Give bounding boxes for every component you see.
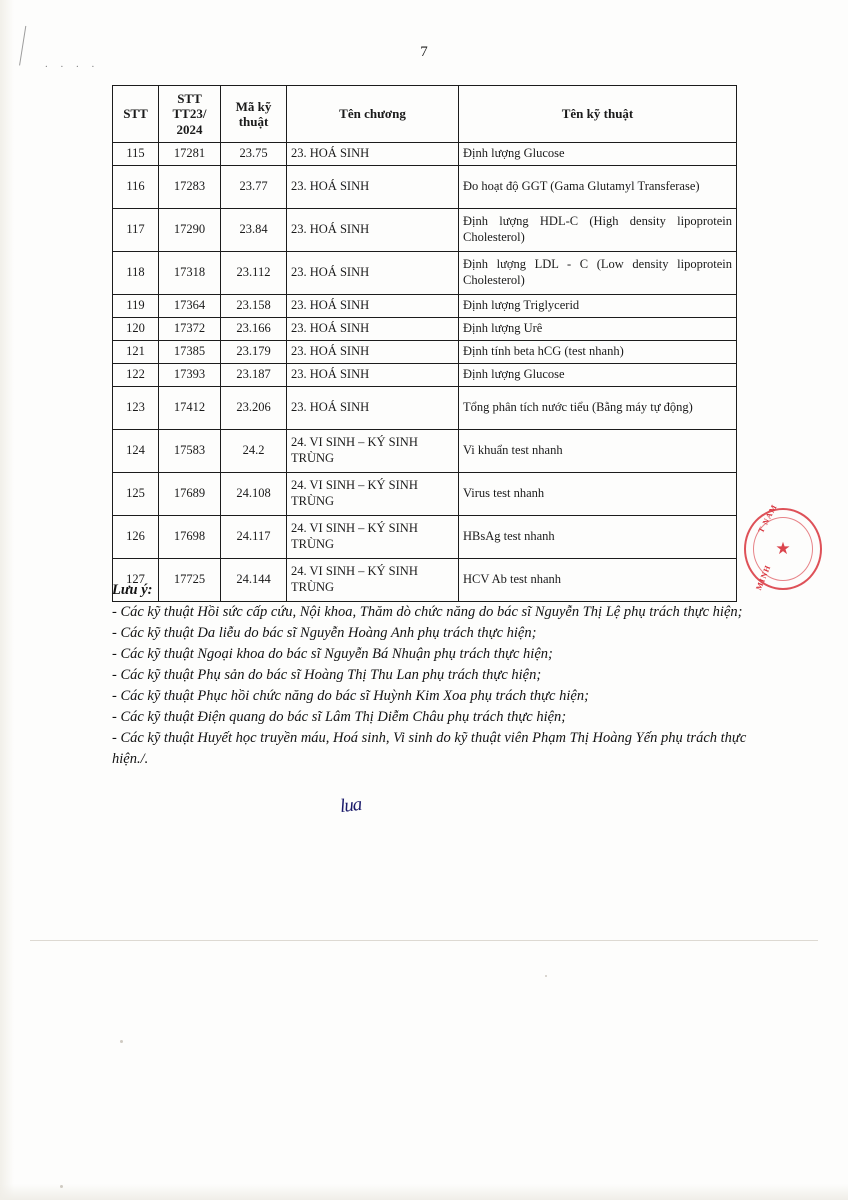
header-stt: STT <box>113 86 159 143</box>
cell-ten-ky-thuat: Định lượng HDL-C (High density lipoprotein Cholesterol) <box>459 208 737 251</box>
cell-ten-chuong: 23. HOÁ SINH <box>287 340 459 363</box>
cell-ma-ky-thuat: 24.144 <box>221 558 287 601</box>
header-stt-tt23-line2: TT23/ <box>172 106 207 122</box>
cell-ten-ky-thuat: Định lượng Triglycerid <box>459 294 737 317</box>
footer-divider <box>30 940 818 941</box>
notes-section <box>112 580 752 770</box>
stamp-text-top: T NAM <box>756 502 779 535</box>
cell-stt-tt23: 17689 <box>159 472 221 515</box>
corner-dots: . . . . <box>45 58 100 70</box>
cell-ten-chuong: 23. HOÁ SINH <box>287 363 459 386</box>
cell-ma-ky-thuat: 23.84 <box>221 208 287 251</box>
note-item: - Các kỹ thuật Da liễu do bác sĩ Nguyễn Hoàng Anh phụ trách thực hiện; <box>112 625 537 642</box>
cell-ten-chuong: 23. HOÁ SINH <box>287 208 459 251</box>
cell-stt: 123 <box>113 386 159 429</box>
table-body <box>113 142 737 601</box>
note-item: - Các kỹ thuật Phụ sản do bác sĩ Hoàng Thị Thu Lan phụ trách thực hiện; <box>112 667 542 684</box>
cell-ten-chuong: 24. VI SINH – KÝ SINH TRÙNG <box>287 429 459 472</box>
note-item: - Các kỹ thuật Phục hồi chức năng do bác sĩ Huỳnh Kim Xoa phụ trách thực hiện; <box>112 688 589 705</box>
scan-edge-left <box>0 0 14 1200</box>
table-header-row <box>113 86 737 143</box>
table-row <box>113 386 737 429</box>
table-row <box>113 165 737 208</box>
cell-stt-tt23: 17281 <box>159 142 221 165</box>
cell-stt: 116 <box>113 165 159 208</box>
cell-ten-ky-thuat: Đo hoạt độ GGT (Gama Glutamyl Transferase) <box>459 165 737 208</box>
cell-stt-tt23: 17725 <box>159 558 221 601</box>
stamp-inner-ring <box>753 517 813 581</box>
cell-ten-ky-thuat: Tổng phân tích nước tiểu (Bằng máy tự động) <box>459 386 737 429</box>
cell-stt: 125 <box>113 472 159 515</box>
table-row <box>113 429 737 472</box>
header-ma-ky-thuat <box>221 86 287 143</box>
cell-ten-chuong: 23. HOÁ SINH <box>287 142 459 165</box>
cell-ten-ky-thuat: Định lượng LDL - C (Low density lipoprotein Cholesterol) <box>459 251 737 294</box>
page-number: 7 <box>420 44 428 60</box>
cell-stt: 115 <box>113 142 159 165</box>
stamp-star-icon: ★ <box>775 539 791 558</box>
cell-ten-chuong: 24. VI SINH – KÝ SINH TRÙNG <box>287 515 459 558</box>
technique-table-wrapper <box>112 85 736 602</box>
note-item: - Các kỹ thuật Huyết học truyền máu, Hoá sinh, Vi sinh do kỹ thuật viên Phạm Thị Hoàng Yến phụ trách thực hiện./. <box>112 730 747 768</box>
cell-stt: 118 <box>113 251 159 294</box>
table-header <box>113 86 737 143</box>
cell-stt-tt23: 17583 <box>159 429 221 472</box>
cell-stt-tt23: 17372 <box>159 317 221 340</box>
header-stt-tt23-line1: STT <box>177 91 202 106</box>
cell-stt: 127 <box>113 558 159 601</box>
table-row <box>113 317 737 340</box>
technique-table <box>112 85 737 602</box>
cell-ma-ky-thuat: 23.206 <box>221 386 287 429</box>
scan-edge-bottom <box>0 1184 848 1200</box>
official-red-stamp <box>744 502 822 592</box>
cell-ten-chuong: 23. HOÁ SINH <box>287 294 459 317</box>
scan-speck <box>120 1040 123 1043</box>
cell-stt-tt23: 17283 <box>159 165 221 208</box>
cell-stt: 121 <box>113 340 159 363</box>
stamp-text-bottom: MINH <box>754 563 773 592</box>
header-ma-ky-thuat-line1: Mã kỹ <box>235 98 272 114</box>
cell-ten-ky-thuat: Định tính beta hCG (test nhanh) <box>459 340 737 363</box>
cell-stt-tt23: 17385 <box>159 340 221 363</box>
cell-ten-ky-thuat: Virus test nhanh <box>459 472 737 515</box>
cell-ma-ky-thuat: 23.112 <box>221 251 287 294</box>
header-stt-tt23-line3: 2024 <box>176 121 203 137</box>
cell-ten-chuong: 23. HOÁ SINH <box>287 317 459 340</box>
header-ten-ky-thuat: Tên kỹ thuật <box>459 86 737 143</box>
header-ma-ky-thuat-line2: thuật <box>238 113 269 129</box>
stamp-outer-ring <box>744 508 822 590</box>
cell-ma-ky-thuat: 24.2 <box>221 429 287 472</box>
cell-ma-ky-thuat: 24.117 <box>221 515 287 558</box>
cell-ten-ky-thuat: Định lượng Glucose <box>459 142 737 165</box>
table-row <box>113 251 737 294</box>
cell-ten-ky-thuat: Định lượng Glucose <box>459 363 737 386</box>
cell-ten-chuong: 23. HOÁ SINH <box>287 386 459 429</box>
cell-ma-ky-thuat: 23.187 <box>221 363 287 386</box>
cell-stt-tt23: 17393 <box>159 363 221 386</box>
table-row <box>113 340 737 363</box>
table-row <box>113 472 737 515</box>
table-row <box>113 515 737 558</box>
cell-stt-tt23: 17412 <box>159 386 221 429</box>
cell-stt: 124 <box>113 429 159 472</box>
note-item: - Các kỹ thuật Ngoại khoa do bác sĩ Nguyễn Bá Nhuận phụ trách thực hiện; <box>112 646 553 663</box>
cell-ten-chuong: 23. HOÁ SINH <box>287 165 459 208</box>
cell-ten-ky-thuat: Định lượng Urê <box>459 317 737 340</box>
cell-ma-ky-thuat: 24.108 <box>221 472 287 515</box>
cell-stt: 126 <box>113 515 159 558</box>
table-row <box>113 142 737 165</box>
header-stt-tt23 <box>159 86 221 143</box>
cell-ten-ky-thuat: Vi khuẩn test nhanh <box>459 429 737 472</box>
scan-speck <box>60 1185 63 1188</box>
cell-stt-tt23: 17698 <box>159 515 221 558</box>
note-item: - Các kỹ thuật Điện quang do bác sĩ Lâm Thị Diễm Châu phụ trách thực hiện; <box>112 709 567 726</box>
handwritten-signature: lua <box>338 793 363 818</box>
cell-ten-chuong: 24. VI SINH – KÝ SINH TRÙNG <box>287 558 459 601</box>
table-row <box>113 294 737 317</box>
cell-stt: 117 <box>113 208 159 251</box>
cell-ma-ky-thuat: 23.179 <box>221 340 287 363</box>
cell-stt: 122 <box>113 363 159 386</box>
cell-ma-ky-thuat: 23.77 <box>221 165 287 208</box>
cell-ten-ky-thuat: HCV Ab test nhanh <box>459 558 737 601</box>
notes-title: Lưu ý: <box>112 582 153 598</box>
table-row <box>113 208 737 251</box>
cell-stt: 120 <box>113 317 159 340</box>
cell-stt-tt23: 17364 <box>159 294 221 317</box>
cell-ma-ky-thuat: 23.158 <box>221 294 287 317</box>
cell-stt-tt23: 17318 <box>159 251 221 294</box>
cell-ma-ky-thuat: 23.75 <box>221 142 287 165</box>
scan-speck <box>545 975 547 977</box>
cell-stt-tt23: 17290 <box>159 208 221 251</box>
cell-ten-chuong: 23. HOÁ SINH <box>287 251 459 294</box>
table-row <box>113 363 737 386</box>
cell-ma-ky-thuat: 23.166 <box>221 317 287 340</box>
cell-stt: 119 <box>113 294 159 317</box>
cell-ten-ky-thuat: HBsAg test nhanh <box>459 515 737 558</box>
cell-ten-chuong: 24. VI SINH – KÝ SINH TRÙNG <box>287 472 459 515</box>
note-item: - Các kỹ thuật Hồi sức cấp cứu, Nội khoa, Thăm dò chức năng do bác sĩ Nguyễn Thị Lệ phụ trách thực hiện; <box>112 604 743 621</box>
header-ten-chuong: Tên chương <box>287 86 459 143</box>
